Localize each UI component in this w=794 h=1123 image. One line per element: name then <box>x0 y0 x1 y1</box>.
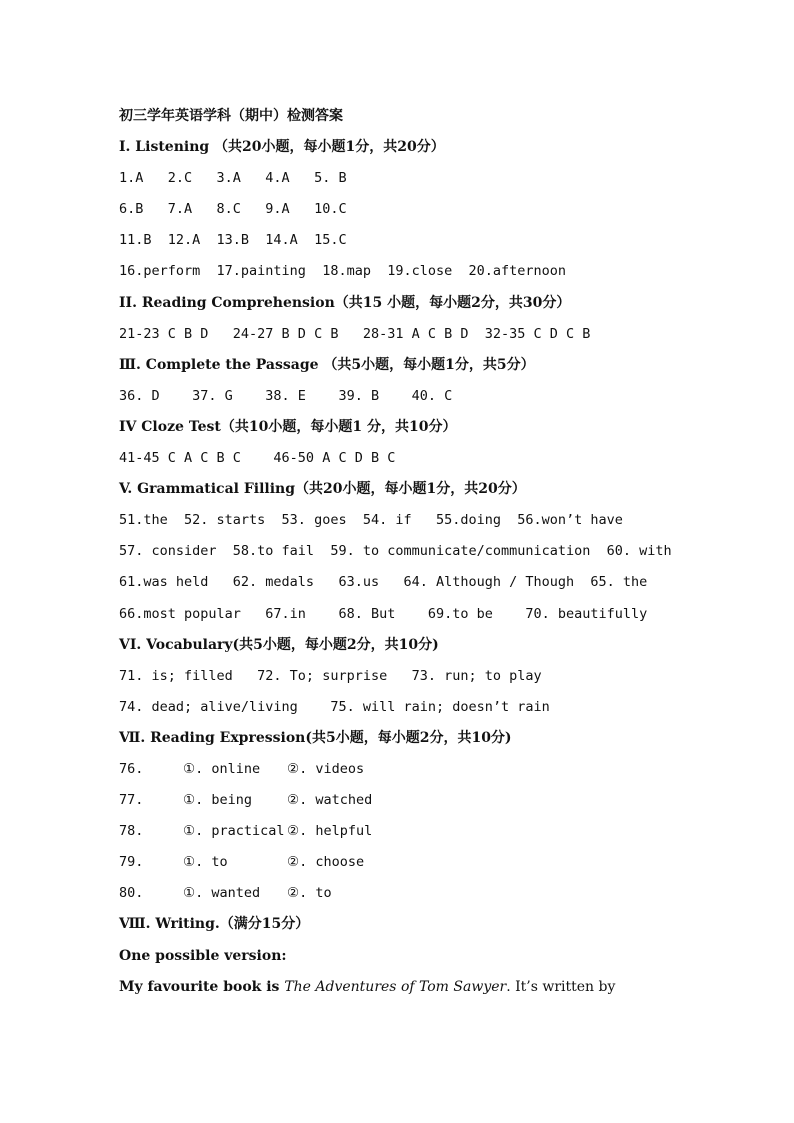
expression-row <box>119 785 679 816</box>
question-number: 80. <box>119 885 144 902</box>
writing-sample-sentence <box>119 972 679 1003</box>
answer-sheet <box>119 101 679 1003</box>
expression-row <box>119 816 679 847</box>
writing-version-label: One possible version: <box>119 947 287 964</box>
listening-line: 1.A 2.C 3.A 4.A 5. B <box>119 170 347 187</box>
grammar-line: 66.most popular 67.in 68. But 69.to be 70. beautifully <box>119 605 648 622</box>
grammar-line: 51.the 52. starts 53. goes 54. if 55.doing 56.won’t have <box>119 512 623 529</box>
expression-row <box>119 847 679 878</box>
expression-row <box>119 878 679 909</box>
section-heading-grammar: V. Grammatical Filling（共20小题，每小题1分，共20分） <box>119 481 526 498</box>
answer-first: ①. to <box>183 854 228 871</box>
section-heading-listening: I. Listening （共20小题，每小题1分，共20分） <box>119 139 445 156</box>
question-number: 76. <box>119 760 144 777</box>
answer-second: ②. videos <box>287 760 365 777</box>
section-heading-passage: Ⅲ. Complete the Passage （共5小题，每小题1分，共5分） <box>119 356 535 373</box>
question-number: 77. <box>119 792 144 809</box>
sentence-suffix: . It’s written by <box>506 978 616 995</box>
book-title: The Adventures of Tom Sawyer <box>284 978 507 995</box>
sentence-prefix: My favourite book is <box>119 978 285 995</box>
section-heading-vocabulary: VI. Vocabulary(共5小题，每小题2分，共10分) <box>119 636 439 653</box>
reading-line: 21-23 C B D 24-27 B D C B 28-31 A C B D 32-35 C D C B <box>119 325 591 342</box>
section-heading-writing: Ⅷ. Writing.（满分15分） <box>119 916 310 933</box>
cloze-line: 41-45 C A C B C 46-50 A C D B C <box>119 450 396 467</box>
answer-second: ②. watched <box>287 792 373 809</box>
answer-first: ①. practical <box>183 823 285 840</box>
grammar-line: 57. consider 58.to fail 59. to communicate/communication 60. with <box>119 543 672 560</box>
question-number: 78. <box>119 823 144 840</box>
listening-line: 11.B 12.A 13.B 14.A 15.C <box>119 232 347 249</box>
answer-second: ②. helpful <box>287 823 373 840</box>
page-title: 初三学年英语学科（期中）检测答案 <box>119 108 343 124</box>
answer-first: ①. wanted <box>183 885 261 902</box>
answer-first: ①. being <box>183 792 252 809</box>
listening-line: 6.B 7.A 8.C 9.A 10.C <box>119 201 347 218</box>
vocabulary-line: 71. is; filled 72. To; surprise 73. run; to play <box>119 667 542 684</box>
answer-first: ①. online <box>183 760 261 777</box>
answer-second: ②. to <box>287 885 332 902</box>
section-heading-reading: II. Reading Comprehension（共15 小题，每小题2分，共30分） <box>119 294 571 311</box>
question-number: 79. <box>119 854 144 871</box>
section-heading-cloze: IV Cloze Test（共10小题，每小题1 分，共10分） <box>119 418 457 435</box>
passage-line: 36. D 37. G 38. E 39. B 40. C <box>119 387 453 404</box>
expression-row <box>119 754 679 785</box>
grammar-line: 61.was held 62. medals 63.us 64. Although / Though 65. the <box>119 574 648 591</box>
answer-second: ②. choose <box>287 854 365 871</box>
section-heading-expression: Ⅶ. Reading Expression(共5小题，每小题2分，共10分) <box>119 729 512 746</box>
vocabulary-line: 74. dead; alive/living 75. will rain; doesn’t rain <box>119 698 550 715</box>
listening-line: 16.perform 17.painting 18.map 19.close 20.afternoon <box>119 263 567 280</box>
